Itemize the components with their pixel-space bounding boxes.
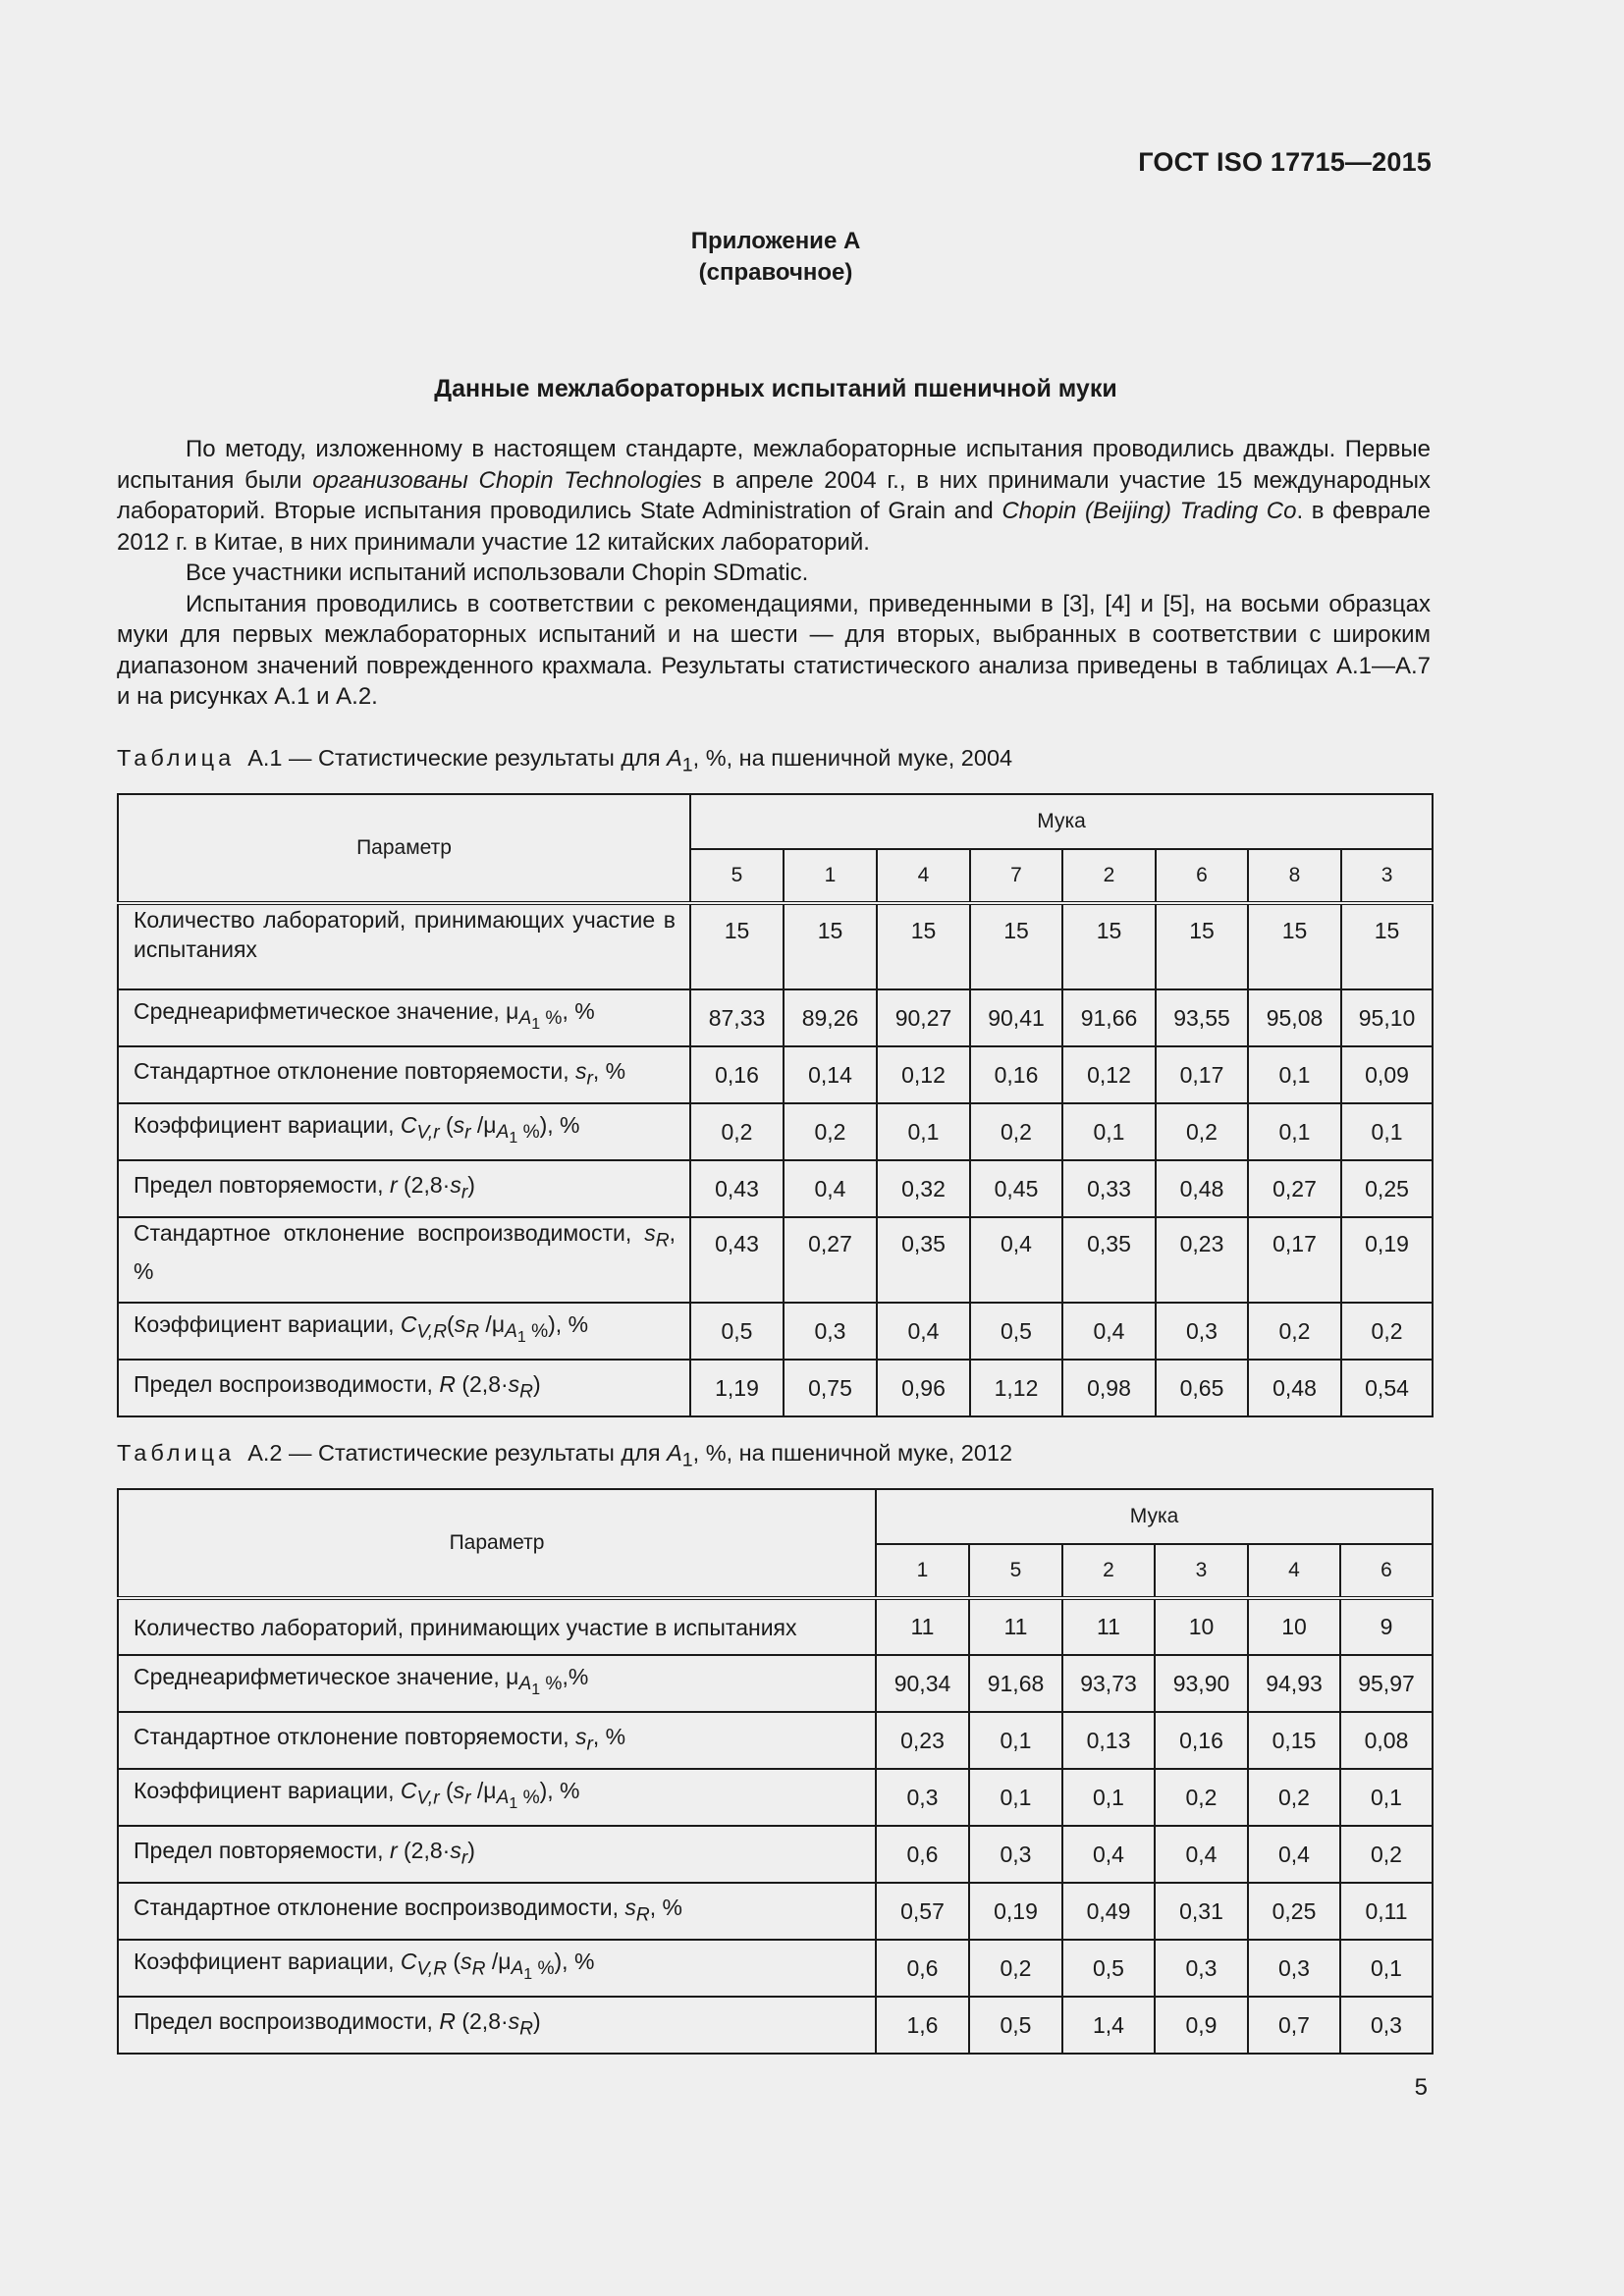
appendix-label: Приложение А: [690, 228, 861, 254]
table2-col-header: 5: [969, 1544, 1062, 1598]
table-cell: 90,27: [877, 989, 970, 1046]
table-cell: 0,3: [876, 1769, 969, 1826]
table-cell: 0,65: [1156, 1360, 1248, 1416]
table-row: [118, 1826, 1433, 1883]
table2-col-header: 3: [1155, 1544, 1248, 1598]
table-cell: 93,55: [1156, 989, 1248, 1046]
table-cell: 0,9: [1155, 1997, 1248, 2054]
table-cell: 95,97: [1340, 1655, 1433, 1712]
table-cell: 0,3: [969, 1826, 1062, 1883]
param-name: Предел повторяемости, r $(2,8\cdot s_r)$: [118, 1160, 690, 1217]
table-cell: 0,1: [969, 1712, 1062, 1769]
table-cell: 15: [1062, 903, 1156, 989]
table-cell: 0,2: [969, 1940, 1062, 1997]
table-cell: 0,35: [1062, 1217, 1156, 1303]
table1-col-header: 7: [970, 849, 1062, 903]
table-cell: 0,32: [877, 1160, 970, 1217]
table-cell: 1,12: [970, 1360, 1062, 1416]
table-cell: 0,4: [970, 1217, 1062, 1303]
table-cell: 1,19: [690, 1360, 784, 1416]
table-cell: 91,66: [1062, 989, 1156, 1046]
table-cell: 0,96: [877, 1360, 970, 1416]
table-cell: 0,27: [784, 1217, 877, 1303]
table-row: [118, 1769, 1433, 1826]
table-cell: 0,2: [1341, 1303, 1433, 1360]
table-cell: 90,41: [970, 989, 1062, 1046]
table-cell: 0,17: [1156, 1046, 1248, 1103]
table-row: [118, 1303, 1433, 1360]
table-cell: 0,09: [1341, 1046, 1433, 1103]
table-cell: 87,33: [690, 989, 784, 1046]
table-cell: 0,1: [1341, 1103, 1433, 1160]
table-cell: 0,2: [1340, 1826, 1433, 1883]
table-cell: 0,27: [1248, 1160, 1341, 1217]
table-cell: 93,90: [1155, 1655, 1248, 1712]
table-cell: 15: [784, 903, 877, 989]
table-cell: 0,5: [970, 1303, 1062, 1360]
table-cell: 0,4: [877, 1303, 970, 1360]
param-name: Стандартное отклонение повторяемости, $s_r$, %: [118, 1712, 876, 1769]
table-cell: 15: [970, 903, 1062, 989]
page-number: 5: [1414, 2074, 1428, 2101]
table-row: [118, 1217, 1433, 1303]
table-cell: 15: [1248, 903, 1341, 989]
table-cell: 0,23: [1156, 1217, 1248, 1303]
table2-caption: Таблица А.2 — Статистические результаты для $A_1$, %, на пшеничной муке, 2012: [117, 1440, 1013, 1471]
table-cell: 0,33: [1062, 1160, 1156, 1217]
table-cell: 0,57: [876, 1883, 969, 1940]
table-cell: 0,2: [784, 1103, 877, 1160]
table-cell: 0,2: [1155, 1769, 1248, 1826]
table-cell: 0,17: [1248, 1217, 1341, 1303]
table2-col-header: 4: [1248, 1544, 1340, 1598]
table-cell: 0,3: [1156, 1303, 1248, 1360]
table-row: [118, 1160, 1433, 1217]
appendix-type: (справочное): [698, 259, 853, 286]
table-row: [118, 1598, 1433, 1655]
table-cell: 0,16: [690, 1046, 784, 1103]
table-cell: 11: [876, 1598, 969, 1655]
table-cell: 0,23: [876, 1712, 969, 1769]
table-cell: 0,3: [1340, 1997, 1433, 2054]
table-cell: 0,4: [784, 1160, 877, 1217]
table-cell: 0,1: [1340, 1769, 1433, 1826]
table-cell: 0,48: [1248, 1360, 1341, 1416]
table-cell: 0,6: [876, 1826, 969, 1883]
table-row: [118, 1360, 1433, 1416]
param-name: Среднеарифметическое значение, $\mu_{A_1 \%}$, %: [118, 989, 690, 1046]
table-cell: 0,1: [1248, 1103, 1341, 1160]
param-name: Коэффициент вариации, $C_{V,r}$ ($s_r$ $/\mu_{A_1 \%}$), %: [118, 1103, 690, 1160]
table-cell: 15: [1341, 903, 1433, 989]
table2: [117, 1488, 1434, 2055]
table-cell: 0,11: [1340, 1883, 1433, 1940]
table-row: [118, 1883, 1433, 1940]
table-cell: 0,1: [969, 1769, 1062, 1826]
table-cell: 11: [1062, 1598, 1155, 1655]
table-cell: 0,12: [877, 1046, 970, 1103]
table-cell: 1,6: [876, 1997, 969, 2054]
table-cell: 0,2: [690, 1103, 784, 1160]
table-cell: 90,34: [876, 1655, 969, 1712]
paragraph-3: Испытания проводились в соответствии с рекомендациями, приведенными в [3], [4] и [5], на восьми образцах муки для первых межлабораторных испытаний и на шести — для вторых, выбранных в соответствии с широким диапазоном значений поврежденного крахмала. Результаты статистического анализа приведены в таблицах А.1—А.7 и на рисунках А.1 и А.2.: [117, 590, 1431, 710]
table-cell: 0,5: [969, 1997, 1062, 2054]
appendix-heading: [0, 226, 1551, 289]
table1-col-header: 1: [784, 849, 877, 903]
param-name: Стандартное отклонение воспроизводимости, $s_R$, %: [118, 1217, 690, 1303]
param-name: Стандартное отклонение воспроизводимости, $s_R$, %: [118, 1883, 876, 1940]
table-cell: 15: [690, 903, 784, 989]
param-name: Предел повторяемости, r $(2,8\cdot s_r)$: [118, 1826, 876, 1883]
table-cell: 89,26: [784, 989, 877, 1046]
table-row: [118, 1103, 1433, 1160]
table-cell: 1,4: [1062, 1997, 1155, 2054]
table-cell: 0,5: [1062, 1940, 1155, 1997]
table-cell: 0,19: [969, 1883, 1062, 1940]
table-cell: 0,54: [1341, 1360, 1433, 1416]
table1: [117, 793, 1434, 1417]
table1-col-header: 5: [690, 849, 784, 903]
table-cell: 0,43: [690, 1160, 784, 1217]
param-name: Среднеарифметическое значение, $\mu_{A_1 \%},\%$: [118, 1655, 876, 1712]
table-cell: 0,98: [1062, 1360, 1156, 1416]
table-cell: 0,2: [1156, 1103, 1248, 1160]
table-cell: 0,25: [1248, 1883, 1340, 1940]
table-cell: 0,31: [1155, 1883, 1248, 1940]
body-text: [117, 434, 1431, 713]
table-cell: 0,35: [877, 1217, 970, 1303]
paragraph-1: По методу, изложенному в настоящем стандарте, межлабораторные испытания проводились дважды. Первые испытания были организованы Chopin Technologies в апреле 2004 г., в них принимали участие 15 международных лабораторий. Вторые испытания проводились State Administration of Grain and Chopin (Beijing) Trading Co. в феврале 2012 г. в Китае, в них принимали участие 12 китайских лабораторий.: [117, 436, 1431, 556]
table-cell: 9: [1340, 1598, 1433, 1655]
table1-caption: Таблица А.1 — Статистические результаты для $A_1$, %, на пшеничной муке, 2004: [117, 745, 1013, 776]
table-cell: 0,2: [1248, 1303, 1341, 1360]
table-cell: 95,08: [1248, 989, 1341, 1046]
table-cell: 0,75: [784, 1360, 877, 1416]
table-cell: 93,73: [1062, 1655, 1155, 1712]
table2-group-header: Мука: [876, 1489, 1433, 1544]
table-cell: 0,15: [1248, 1712, 1340, 1769]
table2-col-header: 6: [1340, 1544, 1433, 1598]
table-cell: 0,2: [970, 1103, 1062, 1160]
table-cell: 0,45: [970, 1160, 1062, 1217]
table-row: [118, 1655, 1433, 1712]
table1-param-header: Параметр: [118, 794, 690, 903]
table-cell: 0,13: [1062, 1712, 1155, 1769]
table1-col-header: 2: [1062, 849, 1156, 903]
table-cell: 15: [1156, 903, 1248, 989]
table-cell: 11: [969, 1598, 1062, 1655]
table-cell: 0,1: [1340, 1940, 1433, 1997]
document-code: ГОСТ ISO 17715—2015: [1138, 147, 1432, 177]
table2-param-header: Параметр: [118, 1489, 876, 1598]
table-cell: 0,3: [784, 1303, 877, 1360]
param-name: Количество лабораторий, принимающих участие в испытаниях: [118, 1598, 876, 1655]
param-name: Коэффициент вариации, $C_{V,r}$ ($s_r$ $/\mu_{A_1 \%}$), %: [118, 1769, 876, 1826]
table-cell: 0,49: [1062, 1883, 1155, 1940]
table-cell: 0,4: [1062, 1826, 1155, 1883]
table-row: [118, 1046, 1433, 1103]
table1-col-header: 8: [1248, 849, 1341, 903]
table-cell: 0,12: [1062, 1046, 1156, 1103]
table2-col-header: 1: [876, 1544, 969, 1598]
table-cell: 0,1: [877, 1103, 970, 1160]
param-name: Предел воспроизводимости, R $(2,8\cdot s_R)$: [118, 1360, 690, 1416]
table-cell: 0,16: [970, 1046, 1062, 1103]
table-cell: 15: [877, 903, 970, 989]
table1-col-header: 6: [1156, 849, 1248, 903]
table2-col-header: 2: [1062, 1544, 1155, 1598]
table-cell: 0,14: [784, 1046, 877, 1103]
table-cell: 0,1: [1248, 1046, 1341, 1103]
table-cell: 0,25: [1341, 1160, 1433, 1217]
param-name: Стандартное отклонение повторяемости, $s_r$, %: [118, 1046, 690, 1103]
table-cell: 0,4: [1062, 1303, 1156, 1360]
table-row: [118, 1997, 1433, 2054]
param-name: Коэффициент вариации, $C_{V,R}(s_R$ $/\mu_{A_1 \%}$), %: [118, 1303, 690, 1360]
table-row: [118, 1940, 1433, 1997]
table-cell: 0,2: [1248, 1769, 1340, 1826]
table-cell: 0,7: [1248, 1997, 1340, 2054]
table-cell: 0,08: [1340, 1712, 1433, 1769]
table-row: [118, 1712, 1433, 1769]
table-cell: 0,43: [690, 1217, 784, 1303]
table-cell: 0,4: [1248, 1826, 1340, 1883]
section-title: Данные межлабораторных испытаний пшеничной муки: [434, 375, 1117, 402]
param-name: Коэффициент вариации, $C_{V,R}$ ($s_R$ $/\mu_{A_1 \%}$), %: [118, 1940, 876, 1997]
param-name: Предел воспроизводимости, R $(2,8\cdot s_R)$: [118, 1997, 876, 2054]
paragraph-2: Все участники испытаний использовали Chopin SDmatic.: [186, 560, 809, 586]
table-cell: 0,16: [1155, 1712, 1248, 1769]
table-cell: 94,93: [1248, 1655, 1340, 1712]
table-cell: 10: [1248, 1598, 1340, 1655]
table-cell: 0,1: [1062, 1769, 1155, 1826]
table1-col-header: 3: [1341, 849, 1433, 903]
table-cell: 0,4: [1155, 1826, 1248, 1883]
table-cell: 0,1: [1062, 1103, 1156, 1160]
table-cell: 0,6: [876, 1940, 969, 1997]
table-cell: 0,48: [1156, 1160, 1248, 1217]
table-cell: 91,68: [969, 1655, 1062, 1712]
table1-group-header: Мука: [690, 794, 1433, 849]
table-cell: 0,3: [1155, 1940, 1248, 1997]
table1-col-header: 4: [877, 849, 970, 903]
table-cell: 0,19: [1341, 1217, 1433, 1303]
table-cell: 10: [1155, 1598, 1248, 1655]
table-cell: 95,10: [1341, 989, 1433, 1046]
table-cell: 0,5: [690, 1303, 784, 1360]
table-row: [118, 903, 1433, 989]
table-cell: 0,3: [1248, 1940, 1340, 1997]
param-name: Количество лабораторий, принимающих участие в испытаниях: [118, 903, 690, 989]
table-row: [118, 989, 1433, 1046]
